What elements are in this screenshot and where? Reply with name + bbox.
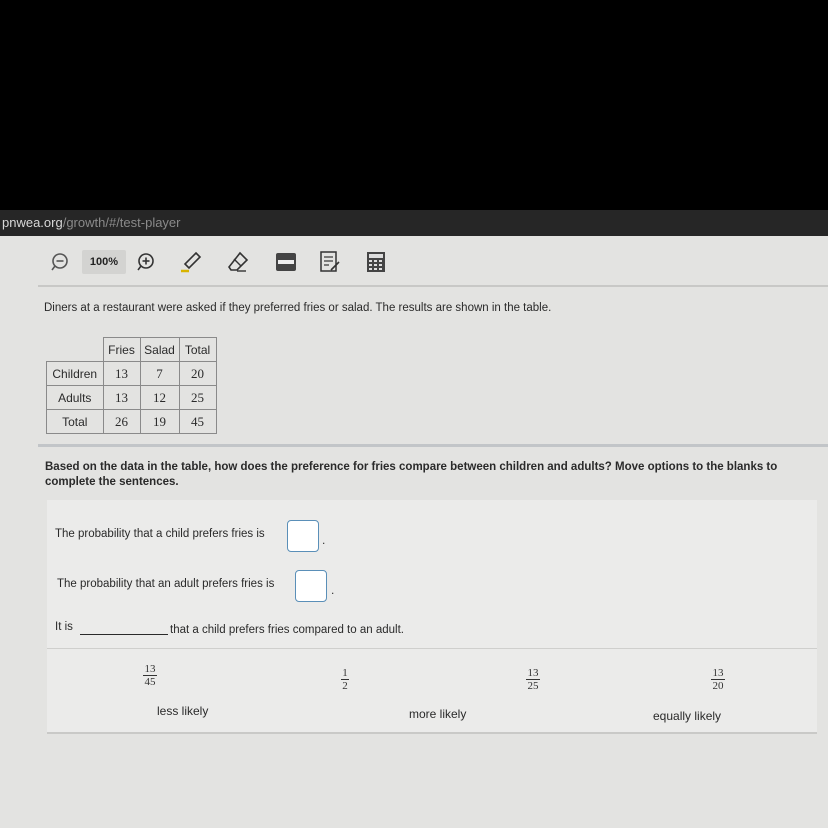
table-cell: 12 bbox=[140, 386, 179, 410]
table-row-label: Total bbox=[47, 410, 104, 434]
table-header-cell: Salad bbox=[140, 338, 179, 362]
zoom-level: 100% bbox=[82, 250, 126, 274]
toolbar bbox=[40, 246, 390, 278]
sentence-2: The probability that an adult prefers fries is bbox=[57, 578, 275, 590]
fraction-denominator: 45 bbox=[144, 676, 156, 688]
table-row bbox=[47, 362, 217, 386]
fraction-numerator: 13 bbox=[527, 667, 539, 679]
table-corner-cell bbox=[47, 338, 104, 362]
table-cell: 13 bbox=[103, 386, 140, 410]
line-reader-icon[interactable] bbox=[272, 250, 300, 274]
table-cell: 25 bbox=[179, 386, 216, 410]
test-player-page bbox=[0, 236, 828, 828]
calculator-icon[interactable] bbox=[362, 250, 390, 274]
table-row bbox=[47, 386, 217, 410]
url-path: /growth/#/test-player bbox=[62, 215, 181, 230]
table-row bbox=[47, 410, 217, 434]
data-table bbox=[46, 337, 217, 434]
table-cell: 7 bbox=[140, 362, 179, 386]
table-header-cell: Fries bbox=[103, 338, 140, 362]
fraction-numerator: 13 bbox=[712, 667, 724, 679]
period: . bbox=[322, 533, 326, 547]
answer-blank-1[interactable] bbox=[287, 520, 319, 552]
answer-blank-3[interactable] bbox=[80, 634, 168, 635]
answer-panel bbox=[47, 500, 817, 734]
option-fraction-13-25[interactable] bbox=[526, 668, 540, 691]
sentence-1: The probability that a child prefers fries is bbox=[55, 528, 265, 540]
options-divider bbox=[47, 648, 817, 649]
option-fraction-1-2[interactable] bbox=[341, 668, 349, 691]
option-more-likely[interactable]: more likely bbox=[409, 707, 467, 721]
highlighter-icon[interactable] bbox=[176, 250, 206, 274]
table-header-row bbox=[47, 338, 217, 362]
fraction-denominator: 25 bbox=[527, 680, 539, 692]
sentence-3-start: It is bbox=[55, 621, 73, 633]
fraction-denominator: 20 bbox=[712, 680, 724, 692]
fraction-denominator: 2 bbox=[342, 680, 348, 692]
table-cell: 20 bbox=[179, 362, 216, 386]
url-host: pnwea.org bbox=[2, 215, 63, 230]
option-fraction-13-20[interactable] bbox=[711, 668, 725, 691]
table-cell: 26 bbox=[103, 410, 140, 434]
option-fraction-13-45[interactable] bbox=[143, 664, 157, 687]
zoom-in-icon[interactable] bbox=[134, 250, 158, 274]
table-cell: 19 bbox=[140, 410, 179, 434]
option-less-likely[interactable]: less likely bbox=[157, 704, 209, 718]
option-equally-likely[interactable]: equally likely bbox=[653, 709, 722, 723]
fraction-numerator: 1 bbox=[342, 667, 348, 679]
table-cell: 45 bbox=[179, 410, 216, 434]
address-bar[interactable] bbox=[0, 210, 828, 236]
fraction-numerator: 13 bbox=[144, 663, 156, 675]
passage-divider bbox=[38, 444, 828, 447]
eraser-icon[interactable] bbox=[224, 250, 252, 274]
zoom-out-icon[interactable] bbox=[48, 250, 72, 274]
answer-blank-2[interactable] bbox=[295, 570, 327, 602]
table-row-label: Adults bbox=[47, 386, 104, 410]
table-row-label: Children bbox=[47, 362, 104, 386]
intro-text: Diners at a restaurant were asked if they preferred fries or salad. The results are shown in the table. bbox=[44, 302, 552, 314]
toolbar-divider bbox=[38, 285, 828, 287]
sentence-3-end: that a child prefers fries compared to an adult. bbox=[170, 624, 404, 636]
table-cell: 13 bbox=[103, 362, 140, 386]
notepad-icon[interactable] bbox=[316, 250, 344, 274]
table-header-cell: Total bbox=[179, 338, 216, 362]
period: . bbox=[331, 583, 335, 597]
question-text: Based on the data in the table, how does the preference for fries compare between children and adults? Move options to the blanks to complete the sentences. bbox=[45, 461, 778, 488]
